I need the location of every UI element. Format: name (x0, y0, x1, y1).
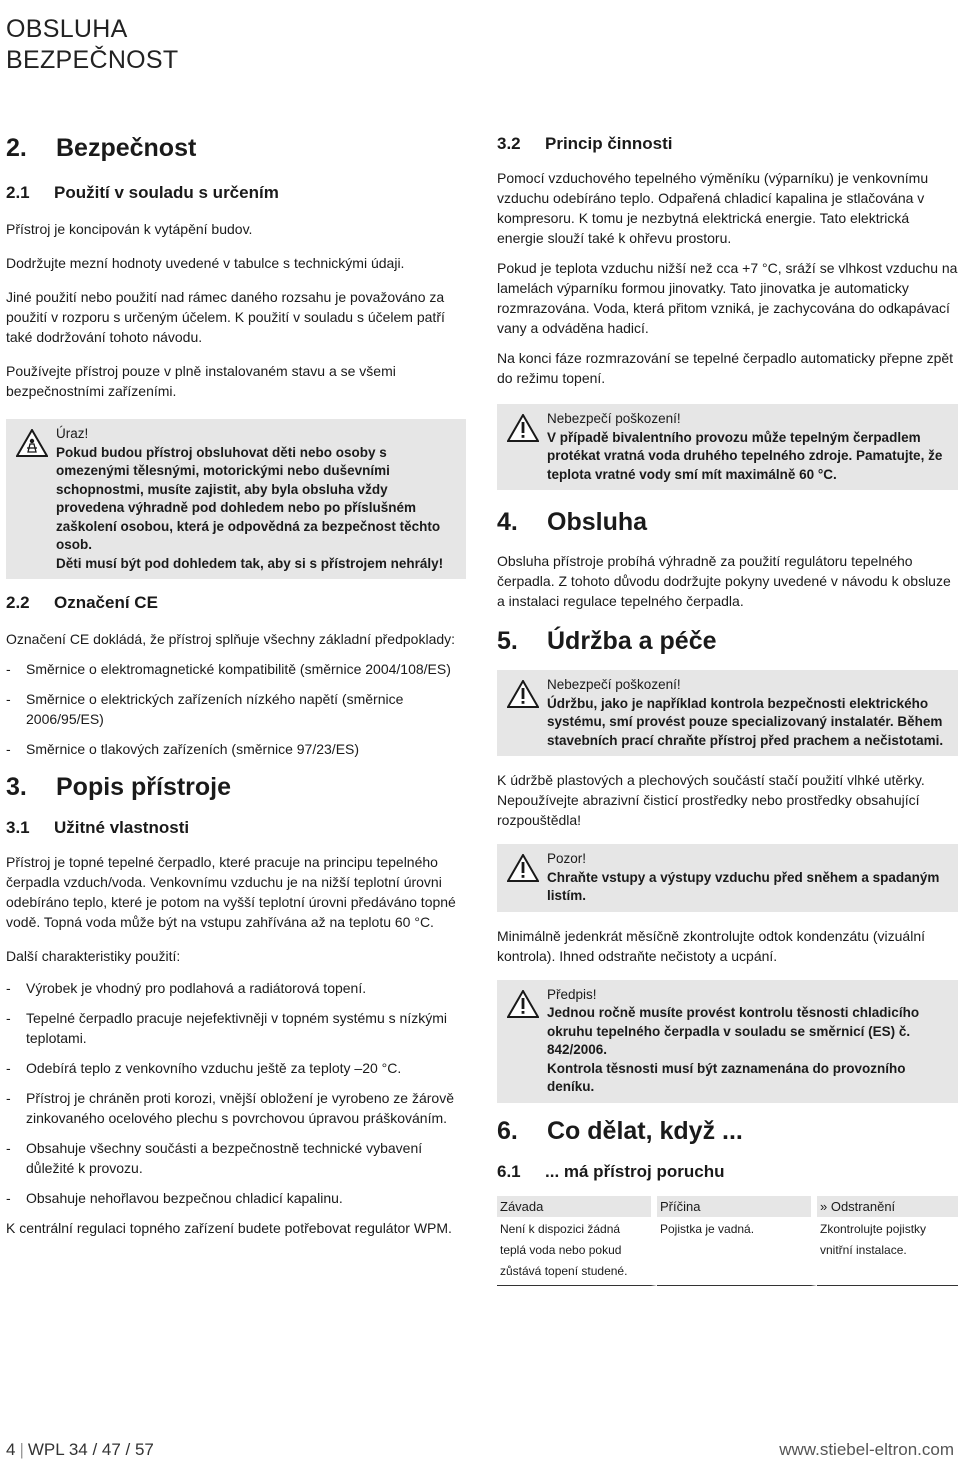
paragraph: Pomocí vzduchového tepelného výměníku (výparníku) je venkovnímu vzduchu odebíráno teplo. Odpařená chladicí kapalina je stlačována v kompresoru. K tomu je nezbytná elektrická energie. Tato elektrická energie slouží také k ohřevu prostoru. (497, 170, 929, 246)
damage-warning-title: Nebezpečí poškození! (547, 677, 681, 692)
caution-title: Pozor! (547, 851, 587, 866)
list-item: - Směrnice o elektrických zařízeních nízkého napětí (směrnice 2006/95/ES) (6, 689, 466, 729)
damage-warning-box (497, 670, 958, 756)
section-4-heading: 4. Obsluha (497, 508, 648, 536)
list-item: - Přístroj je chráněn proti korozi, vnější obložení je vyrobeno ze žárově zinkovaného ocelového plechu s povrchovou úpravou práškováním. (6, 1088, 466, 1128)
injury-warning-text: Děti musí být pod dohledem tak, aby si s přístrojem nehrály! (56, 555, 444, 571)
footer-url: www.stiebel-eltron.com (779, 1440, 954, 1459)
table-header-row (497, 1196, 958, 1217)
paragraph: Další charakteristiky použití: (6, 948, 181, 964)
warning-triangle-icon (507, 990, 539, 1018)
section-3-2-heading: 3.2 Princip činnosti (497, 134, 673, 153)
features-list (6, 978, 466, 1208)
list-item: - Výrobek je vhodný pro podlahová a radiátorová topení. (6, 978, 466, 998)
list-item: - Obsahuje všechny součásti a bezpečnostně technické vybavení důležité k provozu. (6, 1138, 466, 1178)
table-row (497, 1217, 958, 1286)
injury-warning-box (6, 419, 466, 579)
page-number: 4 (6, 1440, 16, 1459)
caution-box (497, 844, 958, 912)
paragraph: Označení CE dokládá, že přístroj splňuje všechny základní předpoklady: (6, 631, 456, 647)
ce-list (6, 659, 466, 759)
paragraph: K údržbě plastových a plechových součástí stačí použití vlhké utěrky. Nepoužívejte abrazivní čisticí prostředky nebo prostředky obsahující rozpouštědla! (497, 772, 925, 828)
caution-text: Chraňte vstupy a výstupy vzduchu před sněhem a spadaným listím. (547, 869, 940, 903)
paragraph: Minimálně jedenkrát měsíčně zkontrolujte odtok kondenzátu (vizuální kontrola). Ihned odstraňte nečistoty a ucpání. (497, 927, 926, 964)
regulation-text: Kontrola těsnosti musí být zaznamenána do provozního deníku. (547, 1060, 906, 1094)
table-cell: Není k dispozici žádná teplá voda nebo pokud zůstává topení studené. (497, 1217, 657, 1286)
paragraph: Přístroj je topné tepelné čerpadlo, které pracuje na principu tepelného čerpadla vzduch/voda. Venkovnímu vzduchu je na nižší teplotní úrovni odebíráno teplo, které je potom na vyšší teplotní úrovni předáváno topné vodě. Topná voda může být na vstupu zahřívána až na teplotu 60 °C. (6, 854, 456, 930)
damage-warning-text: V případě bivalentního provozu může tepelným čerpadlem protékat vratná voda druhého tepelného zdroje. Pamatujte, že teplota vratné vody smí mít maximálně 60 °C. (547, 429, 943, 482)
paragraph: Pokud je teplota vzduchu nižší než cca +7 °C, sráží se vlhkost vzduchu na lamelách výparníku formou jinovatky. Tato jinovatka je automaticky rozmrazována. Voda, která přitom vzniká, je zachycována do odkapávací vany a odváděna hadicí. (497, 260, 958, 336)
troubleshooting-table (497, 1196, 958, 1286)
paragraph: Přístroj je koncipován k vytápění budov. (6, 221, 253, 237)
section-5-heading: 5. Údržba a péče (497, 627, 717, 655)
table-header: » Odstranění (817, 1196, 958, 1217)
warning-triangle-icon (507, 414, 539, 442)
section-2-1-heading: 2.1 Použití v souladu s určením (6, 183, 279, 202)
paragraph: Obsluha přístroje probíhá výhradně za použití regulátoru tepelného čerpadla. Z tohoto důvodu dodržujte pokyny uvedené v návodu k obsluze a instalaci regulace tepelného čerpadla. (497, 553, 951, 609)
paragraph: Jiné použití nebo použití nad rámec daného rozsahu je považováno za použití v rozporu s určeným účelem. K použití v souladu s účelem patří také dodržování tohoto návodu. (6, 289, 445, 345)
paragraph: Dodržujte mezní hodnoty uvedené v tabulce s technickými údaji. (6, 255, 405, 271)
header-line-2: BEZPEČNOST (6, 46, 179, 74)
paragraph: Používejte přístroj pouze v plně instalovaném stavu a se všemi bezpečnostními zařízeními. (6, 363, 396, 399)
table-cell: Pojistka je vadná. (657, 1217, 817, 1286)
list-item: - Směrnice o elektromagnetické kompatibilitě (směrnice 2004/108/ES) (6, 659, 466, 679)
regulation-box (497, 980, 958, 1103)
section-3-1-heading: 3.1 Užitné vlastnosti (6, 818, 190, 837)
left-column (6, 134, 466, 1238)
table-cell: Zkontrolujte pojistky vnitřní instalace. (817, 1217, 958, 1286)
warning-triangle-icon (507, 854, 539, 882)
section-6-heading: 6. Co dělat, když ... (497, 1116, 743, 1145)
list-item: - Směrnice o tlakových zařízeních (směrnice 97/23/ES) (6, 739, 466, 759)
damage-warning-title: Nebezpečí poškození! (547, 411, 681, 426)
regulation-text: Jednou ročně musíte provést kontrolu těsnosti chladicího okruhu tepelného čerpadla v souladu se směrnicí (ES) č. 842/2006. (547, 1005, 920, 1057)
section-2-2-heading: 2.2 Označení CE (6, 593, 158, 612)
list-item: - Tepelné čerpadlo pracuje nejefektivněji v topném systému s nízkými teplotami. (6, 1008, 466, 1048)
regulation-title: Předpis! (547, 986, 597, 1002)
section-2-heading: 2. Bezpečnost (6, 134, 197, 162)
list-item: - Obsahuje nehořlavou bezpečnou chladicí kapalinu. (6, 1188, 466, 1208)
right-column (497, 134, 958, 1286)
page-header (6, 14, 178, 76)
injury-warning-text: Pokud budou přístroj obsluhovat děti nebo osoby s omezenými tělesnými, motorickými nebo duševními schopnostmi, musíte zajistit, aby byla obsluha vždy provedena výhradně pod dohledem nebo po příslušném zaškolení osobou, která je odpovědná za bezpečnost těchto osob. (56, 444, 441, 552)
section-3-heading: 3. Popis přístroje (6, 773, 232, 801)
injury-warning-icon (16, 429, 48, 457)
model-name: WPL 34 / 47 / 57 (27, 1440, 154, 1459)
table-header: Závada (497, 1196, 657, 1217)
table-header: Příčina (657, 1196, 817, 1217)
warning-triangle-icon (507, 680, 539, 708)
header-line-1: OBSLUHA (6, 15, 128, 43)
injury-warning-title: Úraz! (56, 426, 89, 441)
section-6-1-heading: 6.1 ... má přístroj poruchu (497, 1161, 725, 1181)
footer-left: 4 | WPL 34 / 47 / 57 (6, 1440, 154, 1459)
damage-warning-box (497, 404, 958, 490)
damage-warning-text: Údržbu, jako je například kontrola bezpečnosti elektrického systému, smí provést pouze specializovaný instalatér. Během stavebních prací chraňte přístroj před prachem a nečistotami. (547, 695, 944, 748)
paragraph: Na konci fáze rozmrazování se tepelné čerpadlo automaticky přepne zpět do režimu topení. (497, 350, 954, 386)
paragraph: K centrální regulaci topného zařízení budete potřebovat regulátor WPM. (6, 1220, 452, 1236)
list-item: - Odebírá teplo z venkovního vzduchu ještě za teploty –20 °C. (6, 1058, 466, 1078)
